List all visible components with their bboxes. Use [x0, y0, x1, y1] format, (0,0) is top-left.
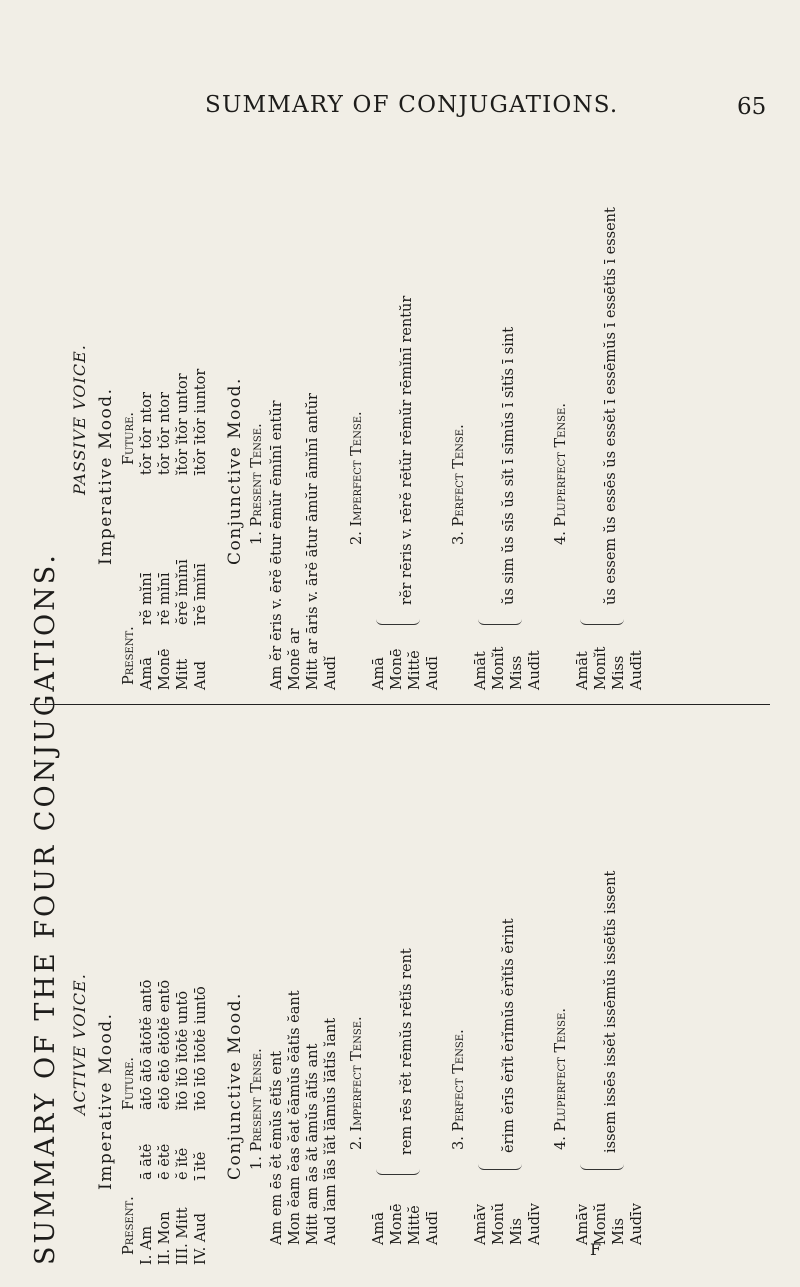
passive-imperfect-endings: rĕr rēris v. rērĕ rētŭr rēmŭr rēmĭnī rentŭr — [399, 295, 415, 605]
active-perfect-endings: ĕrim ĕrīs ĕrĭt ĕrĭmŭs ĕrĭtĭs ĕrint — [501, 918, 517, 1153]
passive-pluperfect-label: 4. Pluperfect Tense. — [553, 403, 569, 545]
passive-present-ending: īrĕ īmĭnī — [193, 563, 209, 625]
signature-mark: F — [590, 1240, 602, 1259]
brace — [376, 614, 420, 625]
passive-present-label: Present. — [121, 626, 137, 685]
brace — [478, 614, 522, 625]
active-future-ending: ātō ātō ātōtĕ antō — [139, 979, 155, 1110]
active-perfect-label: 3. Perfect Tense. — [451, 1029, 467, 1150]
active-present-tense-label: 1. Present Tense. — [249, 1048, 265, 1170]
passive-imperfect-stem: Audī — [425, 656, 441, 690]
active-conjunctive-heading: Conjunctive Mood. — [225, 992, 245, 1180]
brace — [580, 614, 624, 625]
active-imperfect-stem: Audī — [425, 1211, 441, 1245]
active-perfect-stem: Audīv — [527, 1203, 543, 1245]
passive-person: Mitt — [175, 658, 191, 690]
active-pluperfect-stem: Audīv — [629, 1203, 645, 1245]
passive-future-ending: ītŏr ītŏr iuntor — [193, 368, 209, 475]
passive-present-row: Monĕ ar — [287, 628, 303, 690]
passive-future-ending: tŏr tŏr ntor — [139, 391, 155, 475]
brace — [580, 1159, 624, 1170]
passive-imperative-heading: Imperative Mood. — [96, 387, 116, 565]
passive-imperfect-stem: Mittĕ — [407, 650, 423, 690]
active-future-label: Future. — [121, 1056, 137, 1110]
passive-pluperfect-stem: Audīt — [629, 650, 645, 690]
passive-imperfect-label: 2. Imperfect Tense. — [349, 411, 365, 545]
active-person: II. Mon — [157, 1211, 173, 1265]
active-perfect-stem: Mis — [509, 1218, 525, 1245]
active-pluperfect-stem: Monŭ — [593, 1202, 609, 1245]
passive-imperfect-stem: Monē — [389, 648, 405, 690]
active-imperfect-stem: Mittĕ — [407, 1205, 423, 1245]
passive-pluperfect-stem: Amāt — [575, 651, 591, 690]
active-voice-heading: ACTIVE VOICE. — [70, 973, 89, 1115]
active-pluperfect-stem: Mis — [611, 1218, 627, 1245]
active-future-ending: ītō ītō ītōtĕ iuntō — [193, 986, 209, 1110]
passive-conjunctive-heading: Conjunctive Mood. — [225, 377, 245, 565]
passive-present-ending: rĕ mĭnī — [139, 572, 155, 625]
passive-perfect-endings: ŭs sim ŭs sīs ŭs sĭt ī sīmŭs ī sītĭs ī sint — [501, 326, 517, 605]
passive-imperfect-stem: Amā — [371, 657, 387, 690]
active-imperfect-stem: Monē — [389, 1203, 405, 1245]
active-person: I. Am — [139, 1225, 155, 1265]
active-present-row: Mon ĕam ĕas ĕat ĕāmŭs ĕātĭs ĕant — [287, 990, 303, 1245]
active-future-ending: ētō ētō ētōtĕ entō — [157, 979, 173, 1110]
active-present-ending: ī ītĕ — [193, 1151, 209, 1180]
passive-voice-heading: PASSIVE VOICE. — [70, 344, 89, 495]
passive-perfect-label: 3. Perfect Tense. — [451, 424, 467, 545]
active-present-ending: ā ātĕ — [139, 1143, 155, 1180]
passive-future-label: Future. — [121, 411, 137, 465]
passive-present-row: Mitt ar āris v. ārĕ ātur āmŭr āmĭnī antŭr — [305, 393, 321, 690]
page-header — [0, 92, 800, 132]
passive-perfect-stem: Audīt — [527, 650, 543, 690]
active-pluperfect-endings: issem issēs issĕt issēmŭs issētĭs issent — [603, 870, 619, 1153]
passive-pluperfect-stem: Miss — [611, 655, 627, 690]
brace — [478, 1159, 522, 1170]
active-present-row: Am em ēs ĕt ēmŭs ētĭs ent — [269, 1051, 285, 1245]
passive-perfect-stem: Amāt — [473, 651, 489, 690]
passive-present-ending: rĕ mĭnī — [157, 572, 173, 625]
column-divider — [30, 704, 770, 705]
passive-person: Aud — [193, 660, 209, 690]
passive-pluperfect-endings: ŭs essem ŭs essēs ŭs essĕt ī essēmŭs ī essētĭs ī essent — [603, 207, 619, 605]
page-number: 65 — [737, 94, 767, 120]
active-imperfect-label: 2. Imperfect Tense. — [349, 1016, 365, 1150]
passive-present-ending: ĕrĕ ĭmĭnī — [175, 559, 191, 625]
passive-perfect-stem: Miss — [509, 655, 525, 690]
active-future-ending: ĭtō ĭtō ĭtōtĕ untō — [175, 990, 191, 1110]
active-imperfect-endings: rem rēs rĕt rēmŭs rētĭs rent — [399, 948, 415, 1155]
active-present-row: Mitt am ās ăt āmŭs ātĭs ant — [305, 1043, 321, 1245]
passive-perfect-stem: Monĭt — [491, 646, 507, 690]
passive-future-ending: ĭtŏr ĭtŏr untor — [175, 373, 191, 475]
active-present-label: Present. — [121, 1196, 137, 1255]
active-present-ending: ĕ ĭtĕ — [175, 1147, 191, 1180]
active-perfect-stem: Monŭ — [491, 1202, 507, 1245]
passive-future-ending: tŏr tŏr ntor — [157, 391, 173, 475]
active-imperfect-stem: Amā — [371, 1212, 387, 1245]
passive-pluperfect-stem: Monĭt — [593, 646, 609, 690]
passive-present-row: Am ĕr ēris v. ērĕ ētur ēmŭr ēmĭnī entŭr — [269, 400, 285, 690]
running-head: SUMMARY OF CONJUGATIONS. — [205, 92, 619, 118]
passive-person: Monē — [157, 648, 173, 690]
passive-present-row: Audĭ — [323, 656, 339, 690]
active-present-ending: ē ētĕ — [157, 1143, 173, 1180]
active-person: IV. Aud — [193, 1213, 209, 1265]
active-person: III. Mitt — [175, 1207, 191, 1265]
active-imperative-heading: Imperative Mood. — [96, 1012, 116, 1190]
table-title-active: SUMMARY OF THE FOUR CONJUGATIONS. — [30, 552, 61, 1265]
brace — [376, 1164, 420, 1175]
conjugation-table — [30, 155, 770, 1265]
active-present-row: Aud ĭam ĭās ĭăt ĭāmŭs ĭātĭs ĭant — [323, 1017, 339, 1245]
active-perfect-stem: Amāv — [473, 1203, 489, 1245]
passive-person: Amā — [139, 657, 155, 690]
passive-present-tense-label: 1. Present Tense. — [249, 423, 265, 545]
active-pluperfect-label: 4. Pluperfect Tense. — [553, 1008, 569, 1150]
active-pluperfect-stem: Amāv — [575, 1203, 591, 1245]
